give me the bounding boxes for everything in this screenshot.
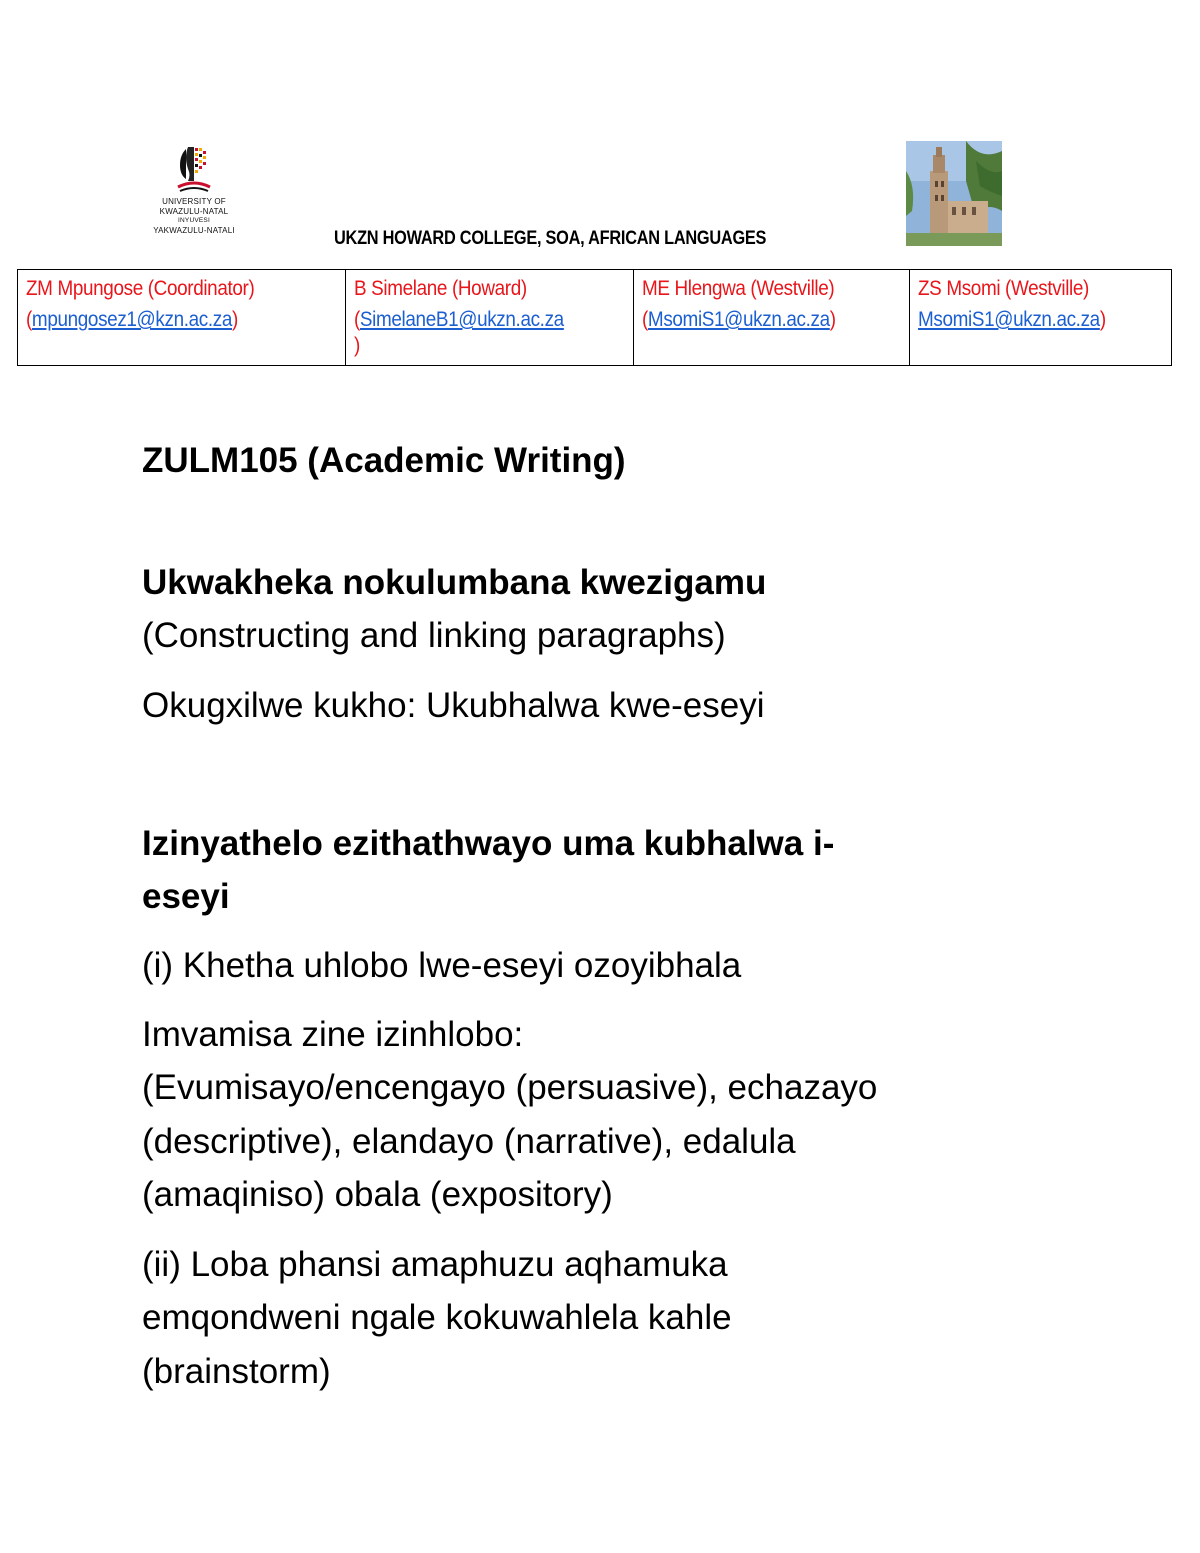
logo-line-3: INYUVESI [178,217,210,224]
topic-heading: Ukwakheka nokulumbana kwezigamu [142,563,767,602]
step-1: (i) Khetha uhlobo lwe-eseyi ozoyibhala [142,946,742,985]
staff-email-link[interactable]: MsomiS1@ukzn.ac.za [918,308,1100,331]
paren-open: ( [642,308,648,331]
staff-cell [910,270,1172,366]
staff-name: ZM Mpungose (Coordinator) [26,277,255,300]
staff-name: ME Hlengwa (Westville) [642,277,835,300]
step-2-line-1: (ii) Loba phansi amaphuzu aqhamuka [142,1245,728,1284]
ukzn-crest-icon [176,145,212,195]
paren-close: ) [354,334,360,357]
step-2-line-3: (brainstorm) [142,1352,331,1391]
logo-line-4: YAKWAZULU-NATALI [153,225,235,235]
document-header [0,0,1200,260]
staff-email-link[interactable]: mpungosez1@kzn.ac.za [31,308,232,331]
logo-line-2: KWAZULU-NATAL [159,206,229,216]
paren-close: ) [231,308,238,331]
ukzn-logo [138,145,250,245]
types-line-2: (Evumisayo/encengayo (persuasive), echazayo [142,1068,878,1107]
focus-line: Okugxilwe kukho: Ukubhalwa kwe-eseyi [142,686,765,725]
steps-heading-line-2: eseyi [142,877,230,916]
steps-heading-line-1: Izinyathelo ezithathwayo uma kubhalwa i- [142,824,835,863]
paren-close: ) [829,308,836,331]
staff-email-link[interactable]: SimelaneB1@ukzn.ac.za [359,308,564,331]
college-title: UKZN HOWARD COLLEGE, SOA, AFRICAN LANGUAGES [334,228,767,249]
paren-close: ) [1099,308,1106,331]
staff-email-link[interactable]: MsomiS1@ukzn.ac.za [647,308,830,331]
paren-open: ( [354,308,360,331]
topic-translation: (Constructing and linking paragraphs) [142,616,726,655]
types-line-1: Imvamisa zine izinhlobo: [142,1015,524,1054]
staff-name: ZS Msomi (Westville) [918,277,1089,300]
types-line-3: (descriptive), elandayo (narrative), edalula [142,1122,796,1161]
staff-cell [634,270,910,366]
logo-line-1: UNIVERSITY OF [162,197,226,206]
staff-name: B Simelane (Howard) [354,277,527,300]
staff-cell [18,270,346,366]
course-title: ZULM105 (Academic Writing) [142,441,626,480]
campus-tower-photo [906,141,1002,246]
step-2-line-2: emqondweni ngale kokuwahlela kahle [142,1298,732,1337]
staff-contacts-table [17,269,1172,366]
types-line-4: (amaqiniso) obala (expository) [142,1175,613,1214]
paren-open: ( [26,308,32,331]
staff-cell [346,270,634,366]
